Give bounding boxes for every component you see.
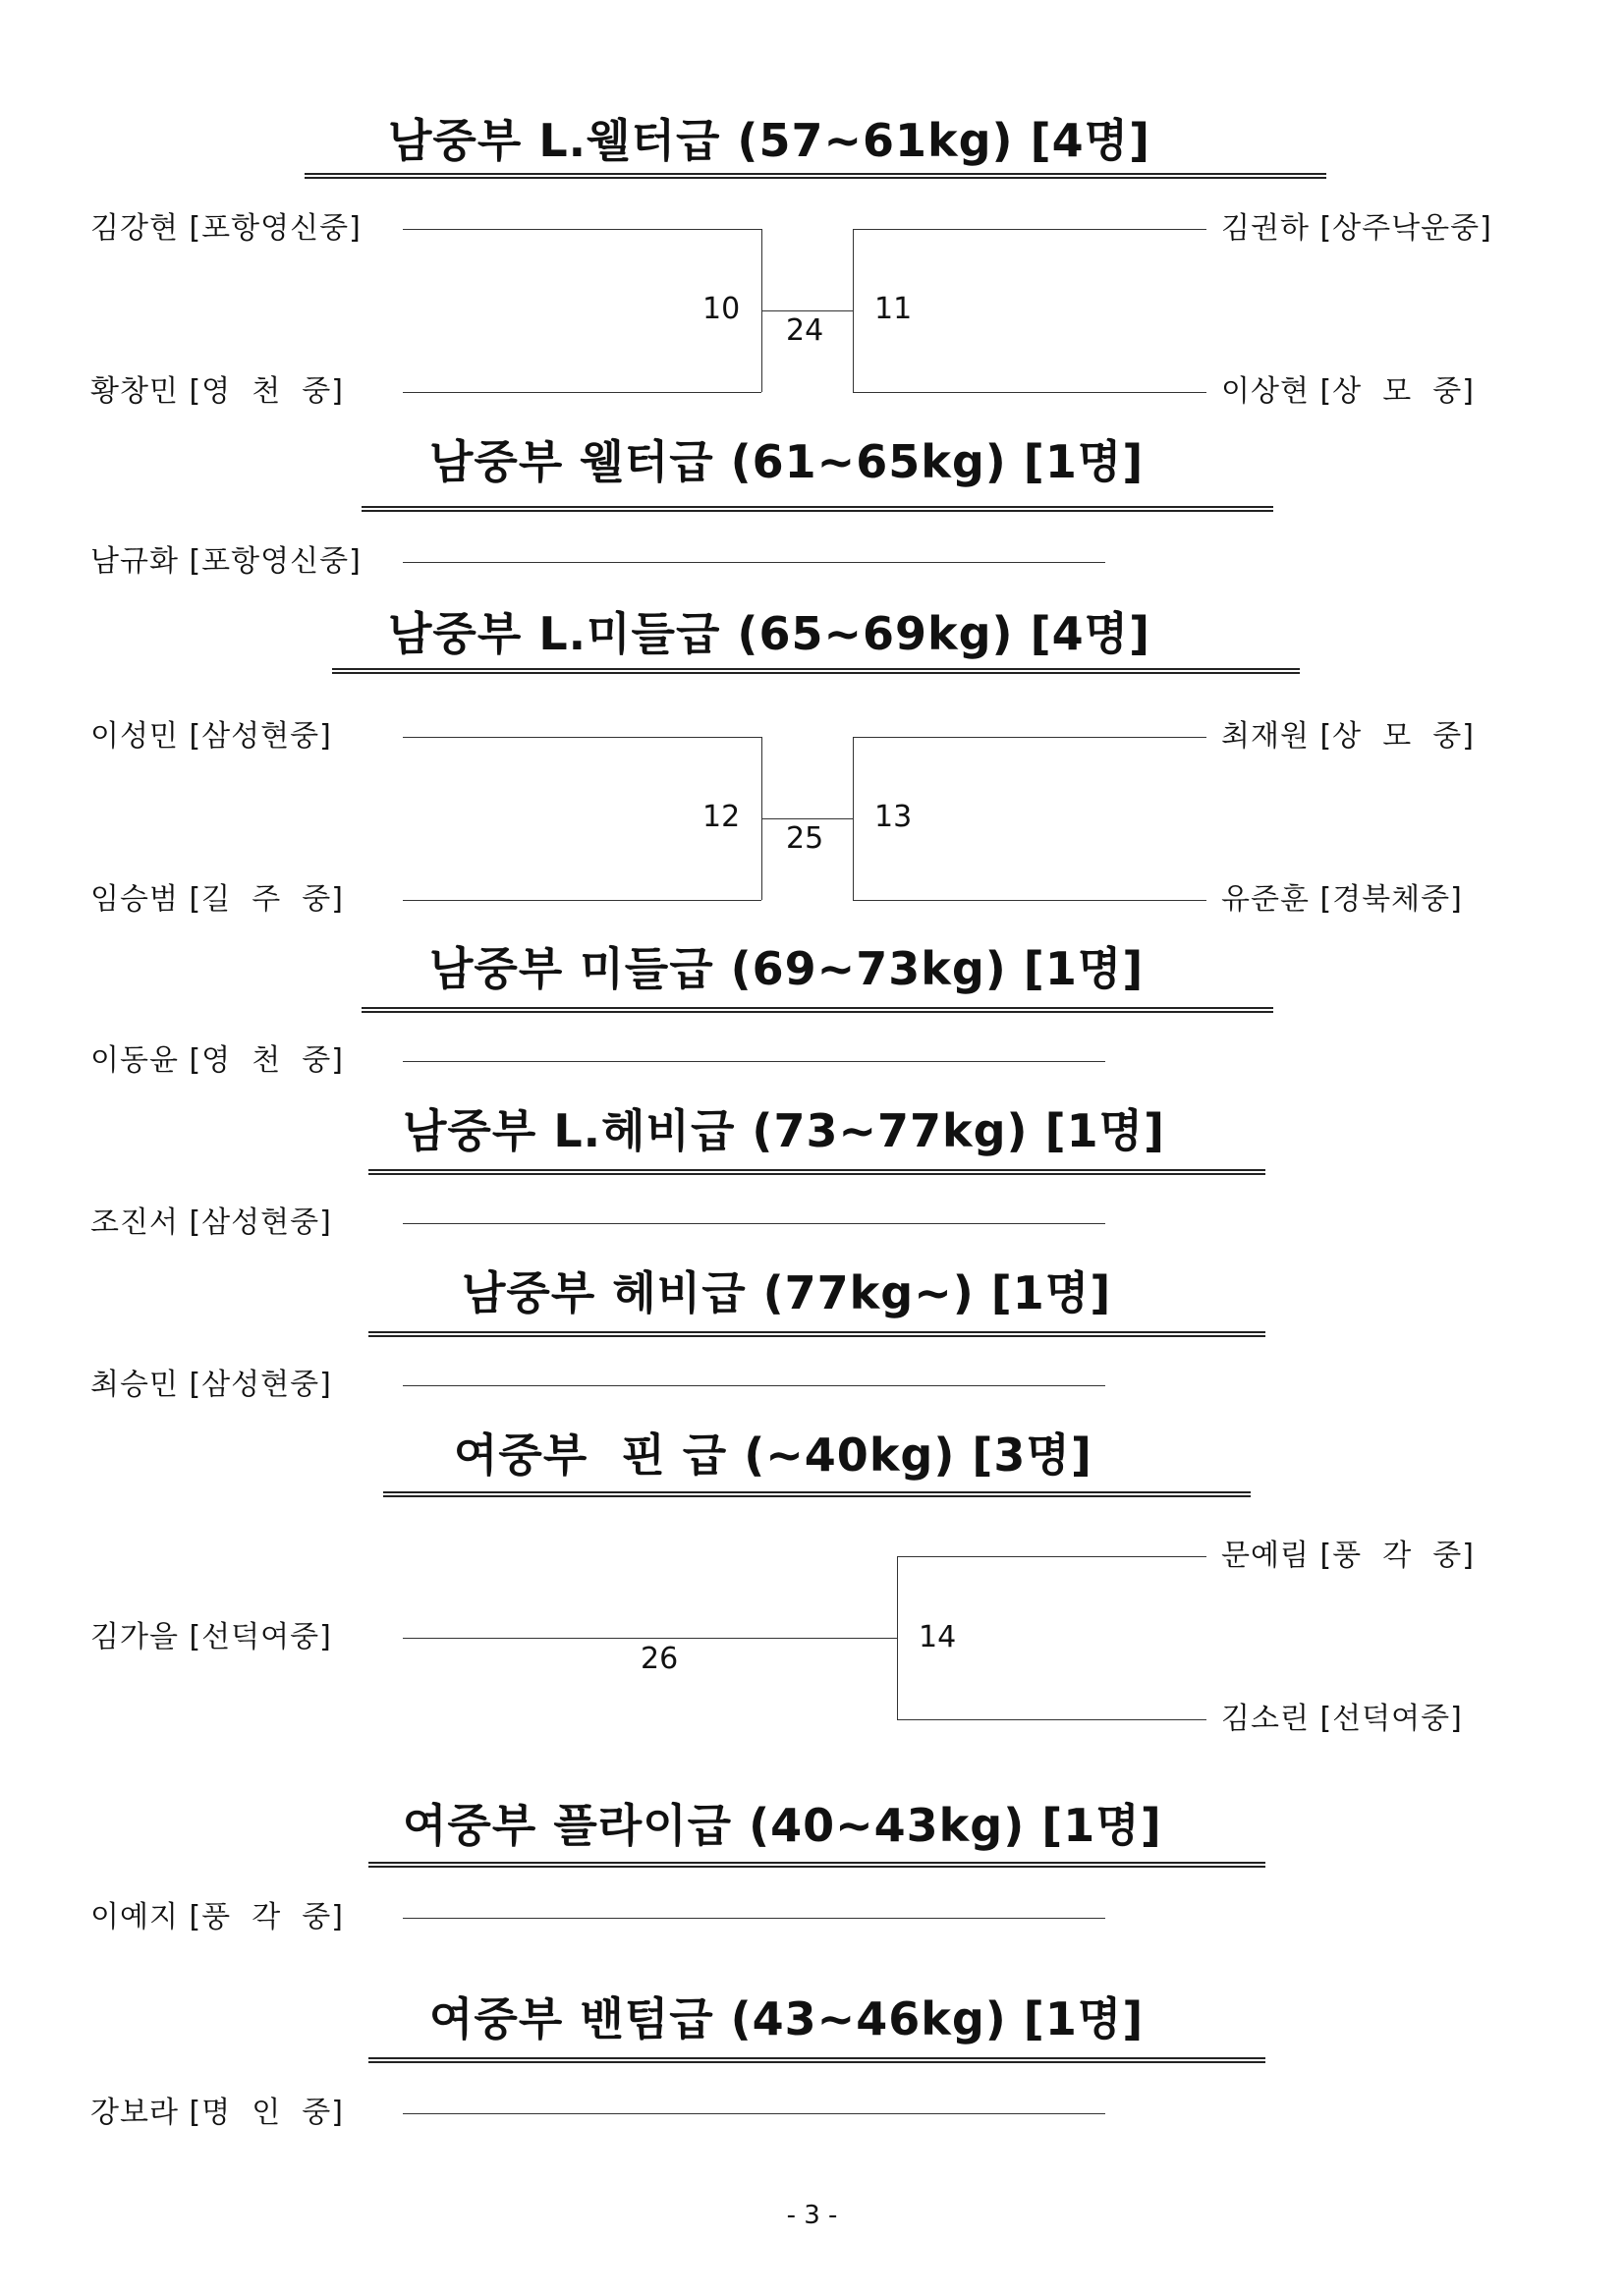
title-underline [332, 668, 1300, 674]
match-number: 13 [874, 800, 913, 834]
entrant: 이동윤 [영 천 중] [90, 1043, 344, 1078]
bracket-line [853, 392, 1206, 393]
title-underline [305, 173, 1326, 179]
bracket-line [897, 1719, 1206, 1720]
match-number: 26 [641, 1642, 679, 1676]
entrant-left: 김가을 [선덕여중] [90, 1620, 332, 1654]
title-underline [368, 1862, 1265, 1868]
entrant-left-bottom: 임승범 [길 주 중] [90, 882, 344, 917]
section-title: 남중부 웰터급 (61~65kg) [1명] [429, 435, 1145, 488]
bracket-line [897, 1556, 898, 1719]
bracket-line [403, 229, 761, 230]
section-title: 남중부 L.미들급 (65~69kg) [4명] [388, 607, 1151, 660]
entrant: 남규화 [포항영신중] [90, 544, 362, 579]
entrant-left-top: 이성민 [삼성현중] [90, 719, 332, 754]
bracket-line [403, 737, 761, 738]
bracket-line [853, 900, 1206, 901]
section-title: 남중부 L.헤비급 (73~77kg) [1명] [403, 1104, 1166, 1157]
match-number: 12 [702, 800, 741, 834]
entrant-right-bottom: 유준훈 [경북체중] [1221, 882, 1463, 917]
entrant-right-bottom: 김소린 [선덕여중] [1221, 1702, 1463, 1736]
title-underline [368, 1331, 1265, 1337]
match-number: 14 [919, 1620, 957, 1654]
section-title: 여중부 밴텀급 (43~46kg) [1명] [429, 1992, 1145, 2045]
entry-line [403, 1223, 1105, 1224]
title-underline [362, 506, 1273, 512]
entry-line [403, 1385, 1105, 1386]
entry-line [403, 562, 1105, 563]
bracket-line [761, 818, 853, 819]
entrant-left-top: 김강현 [포항영신중] [90, 211, 362, 246]
entrant-right-bottom: 이상현 [상 모 중] [1221, 374, 1475, 409]
match-number: 24 [786, 313, 824, 348]
bracket-line [853, 229, 1206, 230]
bracket-line [403, 900, 761, 901]
entry-line [403, 2113, 1105, 2114]
bracket-line [853, 737, 854, 900]
bracket-line [403, 1638, 897, 1639]
entrant: 최승민 [삼성현중] [90, 1368, 332, 1402]
title-underline [362, 1007, 1273, 1013]
entrant: 이예지 [풍 각 중] [90, 1900, 344, 1934]
section-title: 여중부 핀 급 (~40kg) [3명] [454, 1428, 1092, 1482]
section-title: 남중부 미들급 (69~73kg) [1명] [429, 942, 1145, 995]
entrant-left-bottom: 황창민 [영 천 중] [90, 374, 344, 409]
page-number: - 3 - [786, 2201, 838, 2230]
title-underline [383, 1491, 1251, 1497]
entrant-right-top: 문예림 [풍 각 중] [1221, 1539, 1475, 1573]
entrant-right-top: 김권하 [상주낙운중] [1221, 211, 1492, 246]
entrant: 강보라 [명 인 중] [90, 2096, 344, 2130]
bracket-line [853, 229, 854, 392]
entrant: 조진서 [삼성현중] [90, 1205, 332, 1240]
bracket-line [853, 737, 1206, 738]
bracket-line [761, 310, 853, 311]
section-title: 여중부 플라이급 (40~43kg) [1명] [403, 1799, 1162, 1852]
title-underline [368, 1169, 1265, 1175]
section-title: 남중부 헤비급 (77kg~) [1명] [462, 1266, 1112, 1319]
match-number: 25 [786, 821, 824, 856]
entry-line [403, 1918, 1105, 1919]
match-number: 11 [874, 292, 913, 326]
entry-line [403, 1061, 1105, 1062]
entrant-right-top: 최재원 [상 모 중] [1221, 719, 1475, 754]
bracket-line [897, 1556, 1206, 1557]
section-title: 남중부 L.웰터급 (57~61kg) [4명] [388, 114, 1151, 167]
match-number: 10 [702, 292, 741, 326]
bracket-line [403, 392, 761, 393]
title-underline [368, 2057, 1265, 2063]
